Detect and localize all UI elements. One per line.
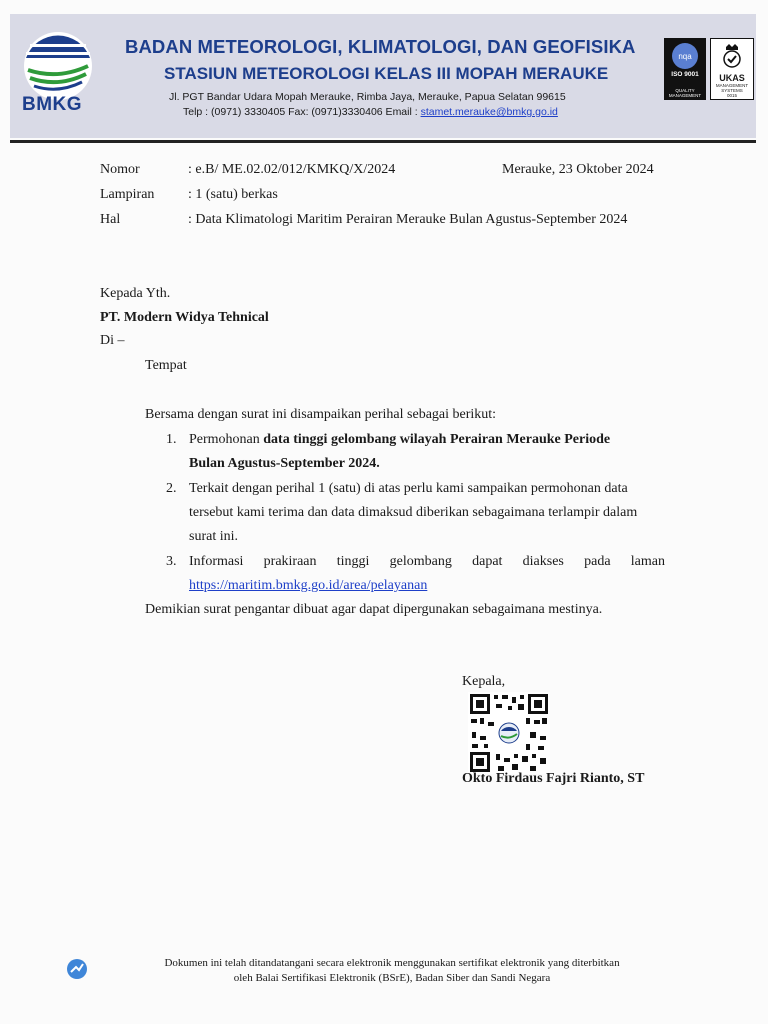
signoff: Kepala,	[462, 674, 506, 689]
item-1-line1	[189, 428, 665, 451]
qr-code-icon	[468, 692, 550, 774]
address: Jl. PGT Bandar Udara Mopah Merauke, Rimba Jaya, Merauke, Papua Selatan 99615	[169, 91, 566, 103]
to-line: Kepada Yth.	[100, 286, 171, 301]
hal-value: : Data Klimatologi Maritim Perairan Merauke Bulan Agustus-September 2024	[188, 212, 628, 227]
iso-cert-label: ISO 9001	[671, 71, 699, 78]
tempat-line: Tempat	[145, 358, 187, 373]
item-1-plain: Permohonan	[189, 432, 264, 447]
contact-text: Telp : (0971) 3330405 Fax: (0971)3330406 Email :	[183, 106, 421, 118]
lampiran-value: : 1 (satu) berkas	[188, 187, 278, 202]
ukas-note: MANAGEMENT SYSTEMS	[715, 83, 749, 93]
item-2-line3: surat ini.	[189, 529, 238, 544]
item-3-number: 3.	[166, 554, 177, 569]
iso-cert-note: QUALITY MANAGEMENT	[668, 88, 702, 98]
item-2-line2: tersebut kami terima dan data dimaksud diberikan sebagaimana terlampir dalam	[189, 505, 638, 520]
ukas-label: UKAS	[719, 73, 745, 83]
contact-line	[183, 106, 558, 118]
item-1-bold: data tinggi gelombang wilayah Perairan Merauke Periode	[263, 432, 611, 447]
lampiran-label: Lampiran	[100, 187, 155, 202]
letter-date: Merauke, 23 Oktober 2024	[502, 162, 654, 177]
pelayanan-link[interactable]: https://maritim.bmkg.go.id/area/pelayanan	[189, 578, 428, 593]
hal-label: Hal	[100, 212, 121, 227]
item-1-number: 1.	[166, 432, 177, 447]
org-name: BADAN METEOROLOGI, KLIMATOLOGI, DAN GEOFISIKA	[125, 36, 636, 57]
di-line: Di –	[100, 333, 125, 348]
nomor-value: : e.B/ ME.02.02/012/KMKQ/X/2024	[188, 162, 396, 177]
nomor-label: Nomor	[100, 162, 140, 177]
signer-name: Okto Firdaus Fajri Rianto, ST	[462, 771, 645, 786]
email-link[interactable]: stamet.merauke@bmkg.go.id	[420, 106, 558, 118]
footer-line-1: Dokumen ini telah ditandatangani secara elektronik menggunakan sertifikat elektronik yang diterbitkan	[164, 957, 620, 969]
iso-cert-badge	[664, 38, 706, 100]
ukas-code: 0015	[726, 93, 737, 98]
logo-text: BMKG	[22, 94, 83, 115]
ukas-cert-badge	[710, 38, 754, 100]
item-2-number: 2.	[166, 481, 177, 496]
item-3-line1: Informasi prakiraan tinggi gelombang dapat diakses pada laman	[189, 554, 665, 569]
nqa-logo-icon: nqa	[672, 43, 698, 69]
header-divider	[10, 140, 756, 143]
crown-check-icon	[718, 41, 746, 69]
recipient: PT. Modern Widya Tehnical	[100, 310, 269, 325]
item-2-line1: Terkait dengan perihal 1 (satu) di atas perlu kami sampaikan permohonan data	[189, 481, 628, 496]
station-name: STASIUN METEOROLOGI KELAS III MOPAH MERAUKE	[164, 64, 609, 83]
closing-paragraph: Demikian surat pengantar dibuat agar dapat dipergunakan sebagaimana mestinya.	[145, 602, 603, 617]
item-1-line2: Bulan Agustus-September 2024.	[189, 456, 380, 471]
footer-line-2: oleh Balai Sertifikasi Elektronik (BSrE), Badan Siber dan Sandi Negara	[233, 972, 551, 984]
intro-paragraph: Bersama dengan surat ini disampaikan perihal sebagai berikut:	[145, 407, 497, 422]
